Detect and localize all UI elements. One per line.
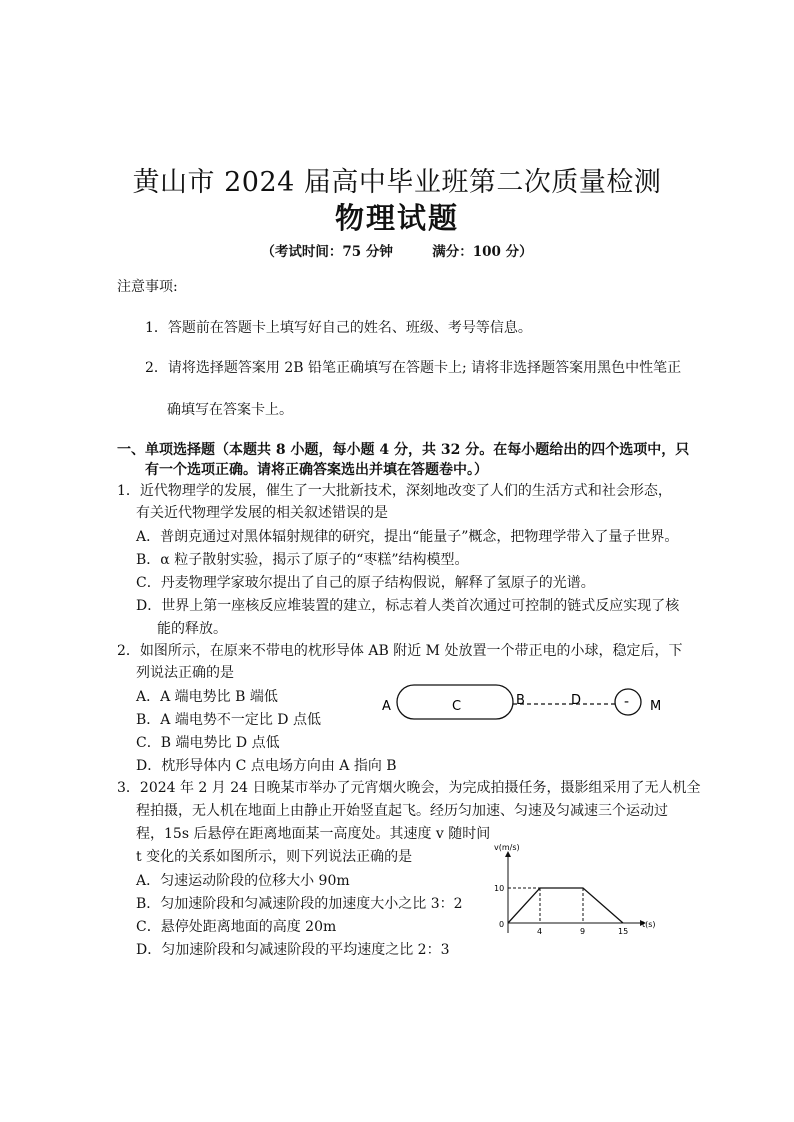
option-d: D．世界上第一座核反应堆装置的建立，标志着人类首次通过可控制的链式反应实现了核 [136,598,680,614]
note-1 [145,317,532,337]
pillow-conductor-diagram [375,675,675,735]
option-c: C．丹麦物理学家玻尔提出了自己的原子结构假说，解释了氢原子的光谱。 [136,575,595,591]
question-stem: 3．2024 年 2 月 24 日晚某市举办了元宵烟火晚会，为完成拍摄任务，摄影组采用了无人机全 [117,780,701,796]
label-d: D [571,693,582,708]
label-c: C [452,699,462,714]
option-d: D．枕形导体内 C 点电场方向由 A 指向 B [136,758,397,774]
option-d: D．匀加速阶段和匀减速阶段的平均速度之比 2：3 [136,942,450,958]
label-b: B [516,693,525,708]
question-stem-line-2: 程拍摄，无人机在地面上由静止开始竖直起飞。经历匀加速、匀速及匀减速三个运动过 [136,803,668,819]
note-2-continued: 确填写在答案卡上。 [167,402,293,418]
exam-time: （考试时间：75 分钟 [261,244,393,260]
option-b: B．α 粒子散射实验，揭示了原子的“枣糕”结构模型。 [136,552,469,568]
option-d-continued: 能的释放。 [157,621,227,637]
option-a: A．匀速运动阶段的位移大小 90m [136,873,350,889]
question-stem: 2．如图所示，在原来不带电的枕形导体 AB 附近 M 处放置一个带正电的小球，稳定后，下 [117,643,683,659]
question-stem-continued: 有关近代物理学发展的相关叙述错误的是 [136,505,388,521]
graph-tick-9: 9 [580,927,586,936]
exam-title: 黄山市 2024 届高中毕业班第二次质量检测 [132,167,662,198]
option-b: B．匀加速阶段和匀减速阶段的加速度大小之比 3：2 [136,896,463,912]
option-c: C．悬停处距离地面的高度 20m [136,919,337,935]
graph-tick-4: 4 [537,927,543,936]
graph-origin: 0 [499,920,505,929]
question-stem-continued: 列说法正确的是 [136,665,234,681]
subject-title: 物理试题 [334,201,459,235]
option-a: A．普朗克通过对黑体辐射规律的研究，提出“能量子”概念，把物理学带入了量子世界。 [136,529,679,545]
full-score: 满分：100 分） [432,244,533,260]
note-number: 1． [145,320,168,336]
graph-tick-10: 10 [494,884,505,893]
question-stem-line-4: t 变化的关系如图所示，则下列说法正确的是 [136,849,413,865]
notes-heading: 注意事项: [117,279,178,295]
graph-x-label: t(s) [642,920,656,929]
graph-y-label: v(m/s) [494,843,520,852]
question-stem-line-3: 程，15s 后悬停在距离地面某一高度处。其速度 v 随时间 [136,826,491,842]
label-m: M [650,699,662,714]
section-heading-line-2: 有一个选项正确。请将正确答案选出并填在答题卷中。） [145,462,488,478]
graph-tick-15: 15 [618,927,629,936]
note-2 [145,357,681,377]
note-text: 请将选择题答案用 2B 铅笔正确填写在答题卡上; 请将非选择题答案用黑色中性笔正 [167,360,682,376]
question-stem: 1．近代物理学的发展，催生了一大批新技术，深刻地改变了人们的生活方式和社会形态， [117,483,672,499]
note-number: 2． [145,360,168,376]
option-b: B．A 端电势不一定比 D 点低 [136,712,321,728]
note-text: 答题前在答题卡上填写好自己的姓名、班级、考号等信息。 [167,320,532,336]
section-heading-line-1: 一、单项选择题（本题共 8 小题，每小题 4 分，共 32 分。在每小题给出的四个选项中，只 [117,442,690,458]
velocity-curve [508,888,623,923]
exam-info [0,240,794,260]
option-a: A．A 端电势比 B 端低 [136,689,278,705]
option-c: C．B 端电势比 D 点低 [136,735,280,751]
velocity-time-graph [490,838,660,938]
label-a: A [382,699,391,714]
ball-charge-sign: - [624,694,630,710]
